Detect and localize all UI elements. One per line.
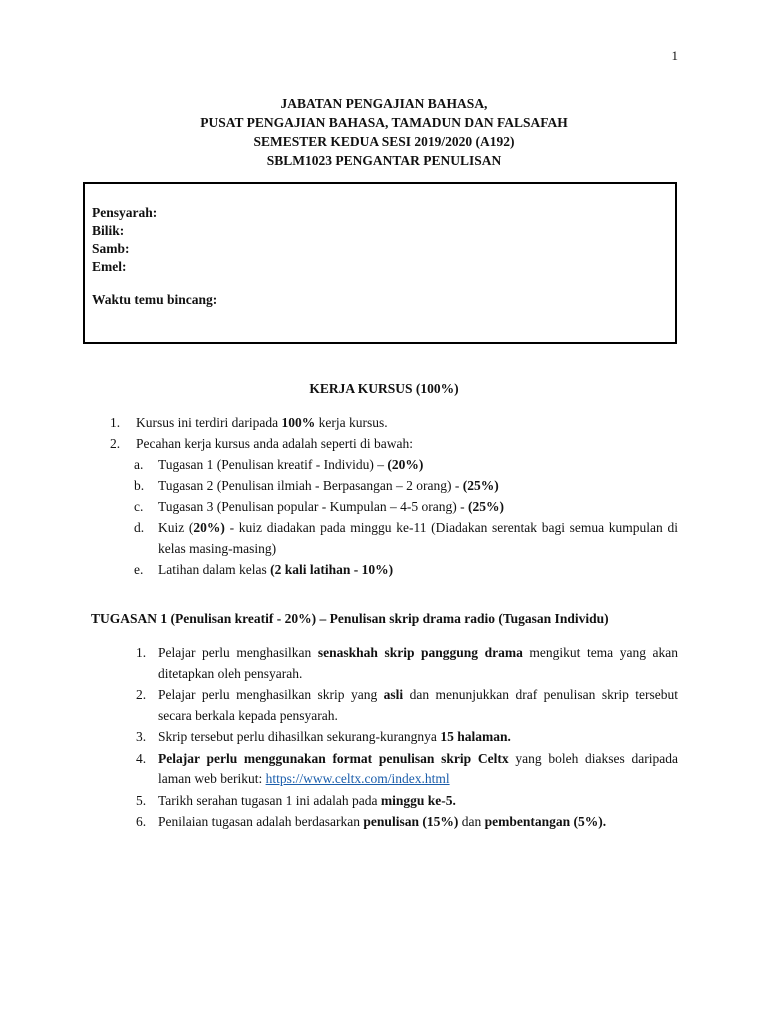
header-line-4: SBLM1023 PENGANTAR PENULISAN [266, 153, 502, 168]
header-line-2: PUSAT PENGAJIAN BAHASA, TAMADUN DAN FALSAFAH [200, 115, 568, 130]
header-line-3: SEMESTER KEDUA SESI 2019/2020 (A192) [253, 134, 515, 149]
list-item: 6. Penilaian tugasan adalah berdasarkan penulisan (15%) dan pembentangan (5%). [136, 814, 607, 829]
kerja-kursus-list [110, 412, 678, 580]
list-item: 1. Kursus ini terdiri daripada 100% kerja kursus. [110, 415, 388, 430]
waktu-label: Waktu temu bincang: [92, 292, 218, 307]
list-item: 4. Pelajar perlu menggunakan format penulisan skrip Celtx yang boleh diakses daripada laman web berikut: https://www.celtx.com/index.html [136, 750, 678, 786]
page-number: 1 [671, 48, 678, 63]
sub-list-item: c. Tugasan 3 (Penulisan popular - Kumpulan – 4-5 orang) - (25%) [134, 499, 504, 514]
pensyarah-label: Pensyarah: [92, 205, 158, 220]
sub-list-item: d. Kuiz (20%) - kuiz diadakan pada minggu ke-11 (Diadakan serentak bagi semua kumpulan di kelas masing-masing) [134, 520, 678, 556]
sub-list-item: a. Tugasan 1 (Penulisan kreatif - Individu) – (20%) [134, 457, 424, 472]
tugasan1-title: TUGASAN 1 (Penulisan kreatif - 20%) – Penulisan skrip drama radio (Tugasan Individu) [91, 611, 609, 626]
samb-label: Samb: [92, 241, 130, 256]
list-item: 2. Pelajar perlu menghasilkan skrip yang asli dan menunjukkan draf penulisan skrip tersebut secara berkala kepada pensyarah. [136, 687, 678, 723]
list-item: 3. Skrip tersebut perlu dihasilkan sekurang-kurangnya 15 halaman. [136, 729, 511, 744]
list-item: 1. Pelajar perlu menghasilkan senaskhah skrip panggung drama mengikut tema yang akan ditetapkan oleh pensyarah. [136, 645, 678, 681]
list-item: 2. Pecahan kerja kursus anda adalah seperti di bawah: [110, 436, 414, 451]
kerja-kursus-title: KERJA KURSUS (100%) [309, 381, 459, 396]
list-item: 5. Tarikh serahan tugasan 1 ini adalah pada minggu ke-5. [136, 792, 456, 808]
sub-list-item: e. Latihan dalam kelas (2 kali latihan - 10%) [134, 562, 394, 577]
header-line-1: JABATAN PENGAJIAN BAHASA, [280, 96, 488, 111]
document-header [0, 94, 768, 170]
celtx-link[interactable]: https://www.celtx.com/index.html [265, 771, 450, 786]
lecturer-info-box [83, 182, 677, 344]
bilik-label: Bilik: [92, 223, 125, 238]
sub-list-item: b. Tugasan 2 (Penulisan ilmiah - Berpasangan – 2 orang) - (25%) [134, 478, 499, 493]
emel-label: Emel: [92, 259, 127, 274]
tugasan1-list [136, 643, 678, 833]
